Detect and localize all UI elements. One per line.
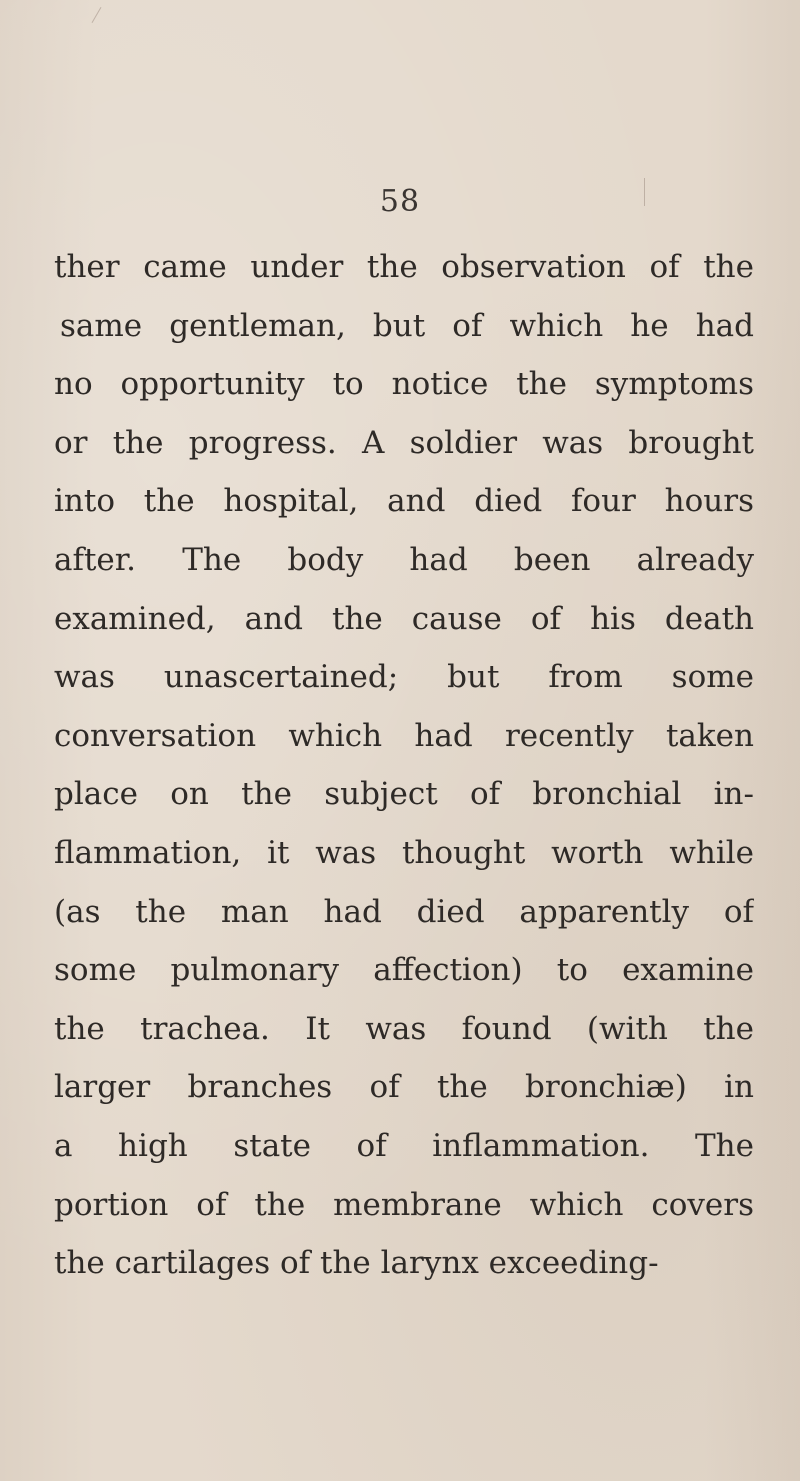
text-line: into the hospital, and died four hours [54, 483, 754, 520]
page-number: 58 [379, 184, 421, 219]
text-line: examined, and the cause of his death [54, 600, 754, 637]
text-line: no opportunity to notice the symptoms [54, 366, 754, 403]
text-line: was unascertained; but from some [54, 659, 754, 696]
text-line: ther came under the observation of the [54, 249, 754, 285]
paper-speck [92, 7, 102, 23]
text-line: flammation, it was thought worth while [54, 834, 754, 871]
text-line: same gentleman, but of which he had [60, 307, 754, 344]
text-line: or the progress. A soldier was brought [54, 424, 754, 461]
text-line: larger branches of the bronchiæ) in [54, 1069, 754, 1106]
text-line: conversation which had recently taken [54, 717, 754, 754]
text-line: the cartilages of the larynx exceeding- [54, 1245, 659, 1282]
text-line: a high state of inflammation. The [54, 1127, 754, 1164]
text-line: place on the subject of bronchial in- [54, 776, 754, 813]
text-line: some pulmonary affection) to examine [54, 952, 754, 989]
text-line: portion of the membrane which covers [54, 1186, 754, 1223]
text-line: (as the man had died apparently of [54, 893, 754, 930]
body-text [54, 238, 754, 1293]
text-line: the trachea. It was found (with the [54, 1010, 754, 1047]
text-line: after. The body had been already [54, 541, 754, 578]
